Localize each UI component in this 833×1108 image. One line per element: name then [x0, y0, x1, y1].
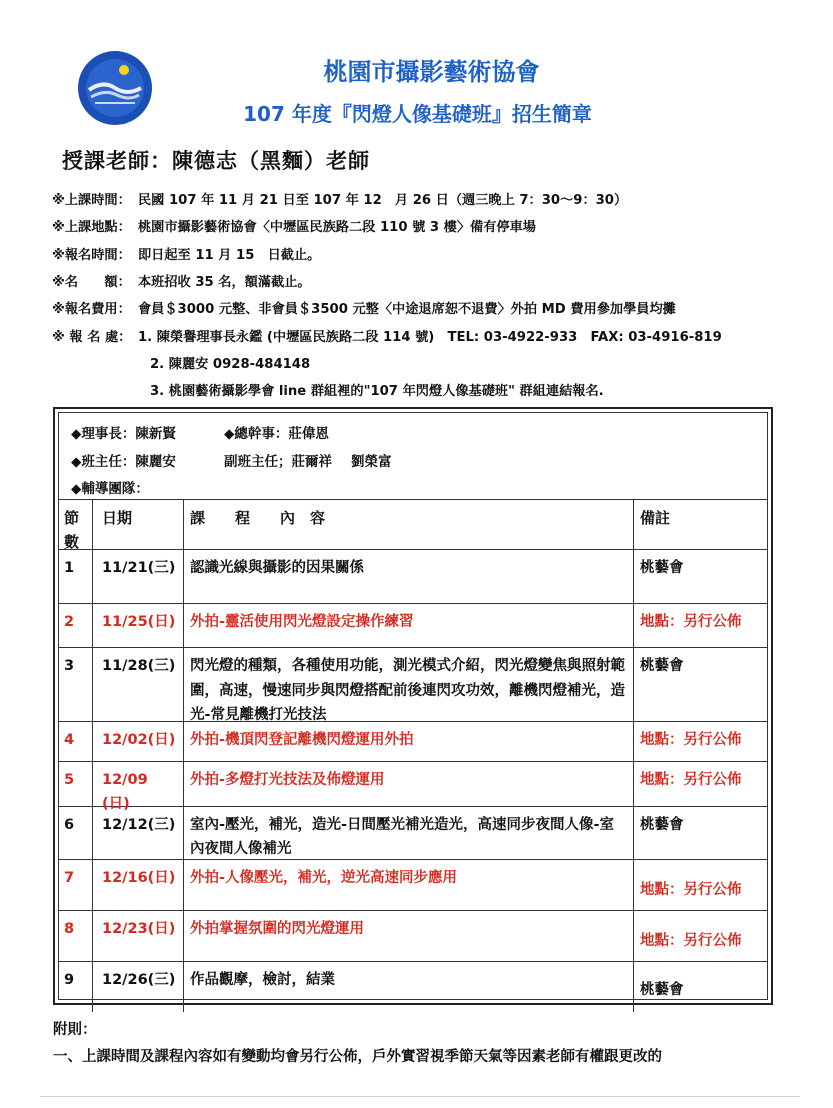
info-row-quota: [52, 267, 822, 294]
session-content: 作品觀摩，檢討，結業: [184, 962, 634, 1012]
info-label: ※上課地點：: [52, 220, 131, 236]
session-content: 外拍掌握氛圍的閃光燈運用: [184, 911, 634, 961]
session-date: 12/09 (日): [93, 762, 184, 806]
session-number: 7: [59, 860, 93, 910]
footer-title: 附則：: [53, 1022, 97, 1038]
table-row: [59, 604, 767, 648]
session-date: 11/25(日): [93, 604, 184, 647]
session-content: 室內-壓光，補光，造光-日間壓光補光造光，高速同步夜間人像-室內夜間人像補光: [184, 807, 634, 859]
session-date: 11/21(三): [93, 550, 184, 603]
session-number: 9: [59, 962, 93, 1012]
class-director: ◆班主任：陳麗安: [71, 454, 176, 470]
info-row-contact-3: [52, 376, 822, 403]
session-note: 桃藝會: [640, 817, 684, 833]
session-number: 1: [59, 550, 93, 603]
session-date: 11/28(三): [93, 648, 184, 721]
course-title: 107 年度『閃燈人像基礎班』招生簡章: [243, 102, 592, 126]
schedule-table: [53, 407, 773, 1005]
page-bottom-divider: [40, 1096, 800, 1097]
table-row: [59, 762, 767, 812]
info-row-time: [52, 185, 822, 212]
session-number: 4: [59, 722, 93, 761]
info-value: 民國 107 年 11 月 21 日至 107 年 12 月 26 日（週三晚上 7：30～9：30）: [138, 193, 628, 209]
session-note: 地點：另行公佈: [640, 732, 742, 748]
session-date: 12/23(日): [93, 911, 184, 961]
session-note: 地點：另行公佈: [640, 614, 742, 630]
table-row: [59, 962, 767, 1012]
info-value: 即日起至 11 月 15 日截止。: [138, 247, 321, 263]
info-value: 3. 桃園藝術攝影學會 line 群組裡的"107 年閃燈人像基礎班" 群組連結報名.: [150, 384, 604, 400]
deputy-director: 副班主任；莊爾祥: [224, 454, 332, 470]
session-number: 8: [59, 911, 93, 961]
table-row: [59, 648, 767, 722]
guidance-team: ◆輔導團隊：: [71, 481, 149, 497]
table-row: [59, 860, 767, 911]
session-content: 外拍-機頂閃登記離機閃燈運用外拍: [184, 722, 634, 761]
secretary-general: ◆總幹事：莊偉恩: [224, 426, 329, 442]
session-note: 地點：另行公佈: [640, 772, 742, 788]
info-label: ※報名費用：: [52, 302, 131, 318]
table-row: [59, 550, 767, 604]
info-row-registration-period: [52, 240, 822, 267]
info-label: ※名 額：: [52, 275, 131, 291]
session-number: 6: [59, 807, 93, 859]
session-content: 閃光燈的種類，各種使用功能，測光模式介紹，閃光燈變焦與照射範圍，高速，慢速同步與閃燈搭配前後連閃攻功效，離機閃燈補光，造光-常見離機打光技法: [184, 648, 634, 721]
session-date: 12/16(日): [93, 860, 184, 910]
chairman: ◆理事長：陳新賢: [71, 426, 176, 442]
session-content: 認識光線與攝影的因果關係: [184, 550, 634, 603]
info-label: ※報名時間：: [52, 247, 131, 263]
session-number: 2: [59, 604, 93, 647]
header-date: 日期: [93, 500, 184, 549]
info-value: 會員＄3000 元整、非會員＄3500 元整〈中途退席恕不退費〉外拍 MD 費用參加學員均攤: [138, 302, 676, 318]
table-row: [59, 722, 767, 762]
header-content: 課 程 內 容: [184, 500, 634, 549]
info-value: 桃園市攝影藝術協會〈中壢區民族路二段 110 號 3 樓〉備有停車場: [138, 220, 536, 236]
footer-rule-1: 一、上課時間及課程內容如有變動均會另行公佈，戶外實習視季節天氣等因素老師有權跟更改的: [53, 1049, 662, 1065]
session-content: 外拍-人像壓光，補光，逆光高速同步應用: [184, 860, 634, 910]
session-number: 5: [59, 762, 93, 806]
info-row-fee: [52, 294, 822, 321]
course-info: [52, 185, 822, 403]
info-value: 1. 陳榮譽理事長永鑑 (中壢區民族路二段 114 號) TEL: 03-4922-933 FAX: 03-4916-819: [138, 329, 722, 345]
info-value: 本班招收 35 名，額滿截止。: [138, 275, 311, 291]
schedule-table-inner: [58, 412, 768, 1000]
table-row: [59, 911, 767, 962]
info-row-location: [52, 212, 822, 239]
info-label: ※上課時間：: [52, 193, 131, 209]
header-session: 節數: [59, 500, 93, 549]
session-date: 12/02(日): [93, 722, 184, 761]
session-content: 外拍-多燈打光技法及佈燈運用: [184, 762, 634, 806]
table-row: [59, 807, 767, 860]
info-label: ※ 報 名 處：: [52, 329, 132, 345]
header-note: 備註: [640, 509, 671, 527]
session-note: 地點：另行公佈: [640, 933, 742, 949]
info-value: 2. 陳麗安 0928-484148: [150, 356, 311, 372]
session-note: 地點：另行公佈: [640, 882, 742, 898]
session-note: 桃藝會: [640, 658, 684, 674]
session-number: 3: [59, 648, 93, 721]
session-date: 12/26(三): [93, 962, 184, 1012]
session-note: 桃藝會: [640, 560, 684, 576]
info-row-contact-2: [52, 349, 822, 376]
session-date: 12/12(三): [93, 807, 184, 859]
teacher-line: 授課老師：陳德志（黑麵）老師: [62, 149, 370, 173]
staff-block: [59, 413, 767, 500]
organization-name: 桃園市攝影藝術協會: [323, 58, 540, 86]
info-row-registration-place: [52, 321, 822, 348]
session-content: 外拍-靈活使用閃光燈設定操作練習: [184, 604, 634, 647]
deputy-director-2: 劉榮富: [351, 454, 392, 470]
session-note: 桃藝會: [640, 982, 684, 998]
table-header-row: [59, 500, 767, 550]
